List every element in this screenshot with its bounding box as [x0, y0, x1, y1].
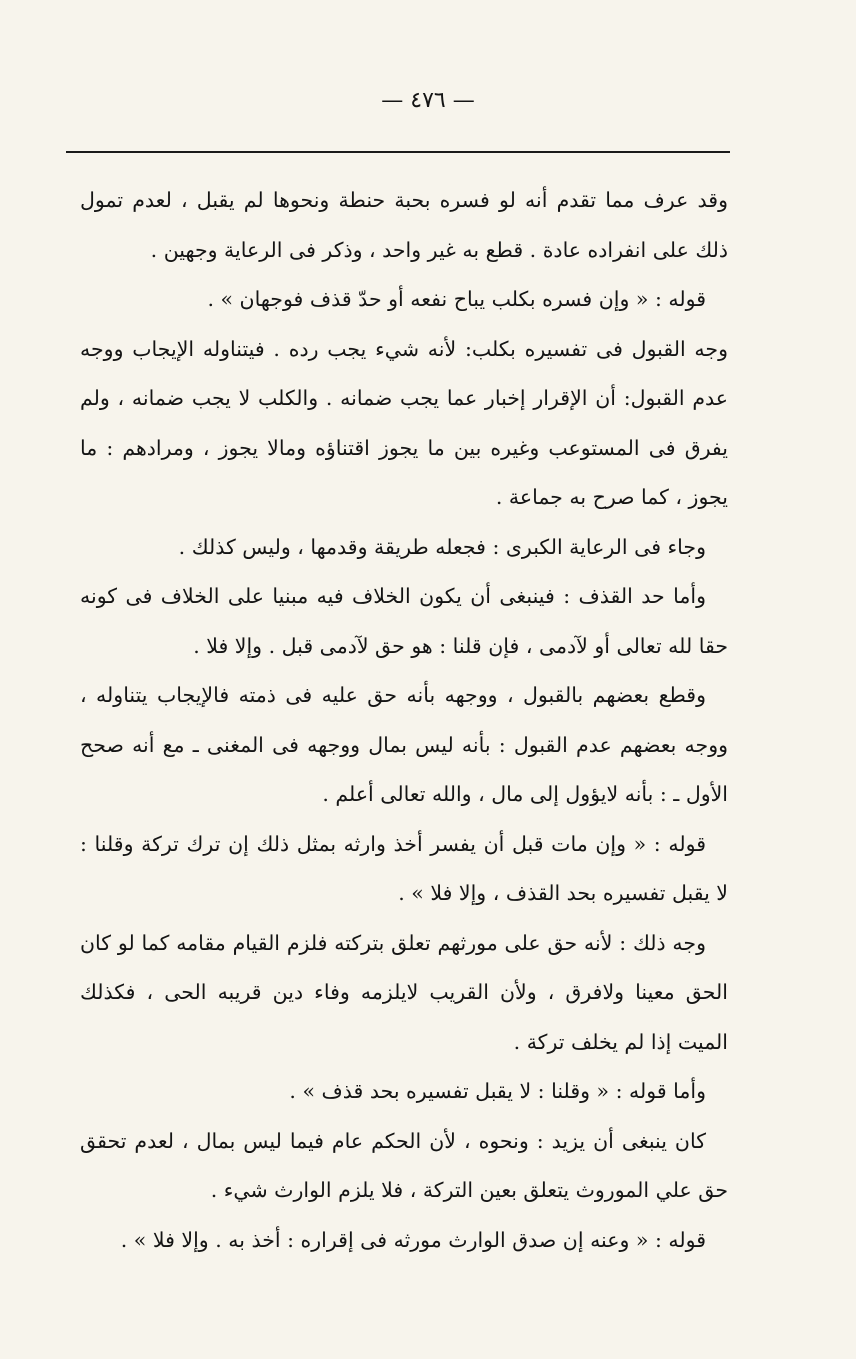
paragraph-3: وجه القبول فى تفسيره بكلب: لأنه شيء يجب رده . فيتناوله الإيجاب ووجه عدم القبول: أن الإقرار إخبار عما يجب ضمانه . والكلب لا يجب ضمانه ، ولم يفرق فى المستوعب وغيره بين ما يجوز اقتناؤه ومالا يجوز ، ومرادهم : ما يجوز ، كما صرح به جماعة .	[80, 336, 728, 509]
paragraph-6: وقطع بعضهم بالقبول ، ووجهه بأنه حق عليه فى ذمته فالإيجاب يتناوله ، ووجه بعضهم عدم القبول : بأنه ليس بمال ووجهه فى المغنى ـ مع أنه صحح الأول ـ : بأنه لايؤول إلى مال ، والله تعالى أعلم .	[80, 683, 728, 806]
page-number: — ٤٧٦ —	[381, 88, 475, 113]
paragraph-5: وأما حد القذف : فينبغى أن يكون الخلاف فيه مبنيا على الخلاف فى كونه حقا لله تعالى أو لآدمى ، فإن قلنا : هو حق لآدمى قبل . وإلا فلا .	[80, 584, 728, 658]
paragraph-1: وقد عرف مما تقدم أنه لو فسره بحبة حنطة ونحوها لم يقبل ، لعدم تمول ذلك على انفراده عادة . قطع به غير واحد ، وذكر فى الرعاية وجهين .	[80, 188, 728, 262]
header-rule	[66, 151, 730, 153]
paragraph-8: وجه ذلك : لأنه حق على مورثهم تعلق بتركته فلزم القيام مقامه كما لو كان الحق معينا ولافرق ، ولأن القريب لايلزمه وفاء دين قريبه الحى ، فكذلك الميت إذا لم يخلف تركة .	[80, 930, 728, 1054]
paragraph-11: قوله : « وعنه إن صدق الوارث مورثه فى إقراره : أخذ به . وإلا فلا » .	[120, 1227, 706, 1252]
paragraph-10: كان ينبغى أن يزيد : ونحوه ، لأن الحكم عام فيما ليس بمال ، لعدم تحقق حق علي الموروث يتعلق بعين التركة ، فلا يلزم الوارث شيء .	[80, 1128, 728, 1202]
paragraph-2: قوله : « وإن فسره بكلب يباح نفعه أو حدّ قذف فوجهان » .	[207, 287, 706, 311]
text-body	[80, 176, 728, 1265]
paragraph-7: قوله : « وإن مات قبل أن يفسر أخذ وارثه بمثل ذلك إن ترك تركة وقلنا : لا يقبل تفسيره بحد القذف ، وإلا فلا » .	[80, 831, 728, 905]
paragraph-4: وجاء فى الرعاية الكبرى : فجعله طريقة وقدمها ، وليس كذلك .	[178, 534, 706, 559]
paragraph-9: وأما قوله : « وقلنا : لا يقبل تفسيره بحد قذف » .	[289, 1079, 706, 1103]
